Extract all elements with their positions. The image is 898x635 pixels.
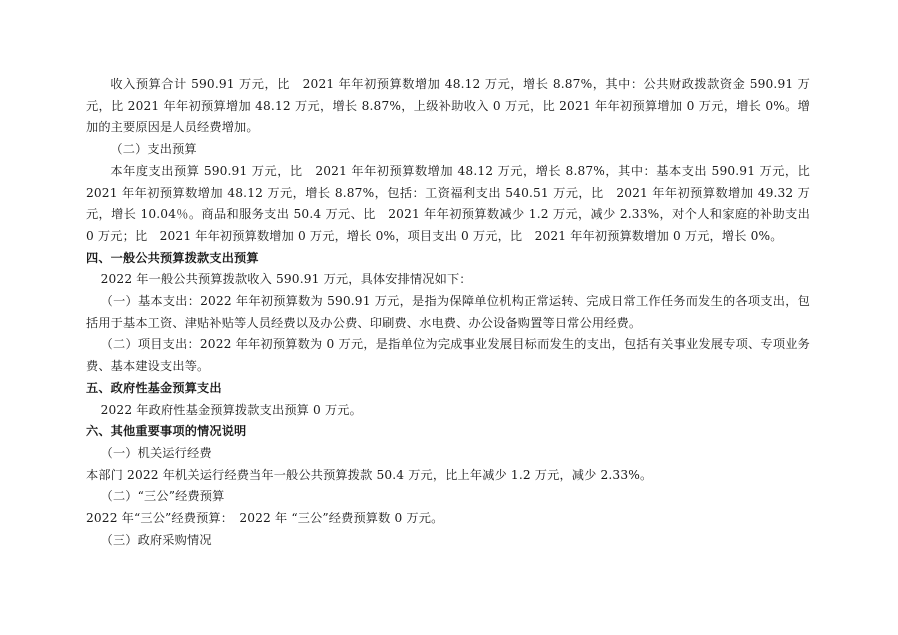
section-heading-government-fund: 五、政府性基金预算支出 [86,380,222,395]
section-heading-other-matters: 六、其他重要事项的情况说明 [86,424,247,439]
section-heading-general-budget: 四、一般公共预算拨款支出预算 [86,250,259,265]
paragraph-general-budget-income: 2022 年一般公共预算拨款收入 590.91 万元，具体安排情况如下： [100,272,472,287]
subheading-three-public-costs: （二）“三公”经费预算 [100,489,225,504]
paragraph-government-fund: 2022 年政府性基金预算拨款支出预算 0 万元。 [100,402,362,417]
paragraph-operating-costs: 本部门 2022 年机关运行经费当年一般公共预算拨款 50.4 万元，比上年减少 1.2 万元，减少 2.33%。 [86,467,653,482]
subheading-expenditure-budget: （二）支出预算 [110,142,197,157]
paragraph-basic-expenditure: （一）基本支出：2022 年年初预算数为 590.91 万元，是指为保障单位机构正常运转、完成日常工作任务而发生的各项支出，包括用于基本工资、津贴补贴等人员经费以及办公费、印刷费、水电费、办公设备购置等日常公用经费。 [86,294,810,330]
document-body [86,74,823,551]
paragraph-three-public-costs: 2022 年“三公”经费预算： 2022 年 “三公”经费预算数 0 万元。 [86,511,444,526]
paragraph-income-budget: 收入预算合计 590.91 万元，比 2021 年年初预算数增加 48.12 万元，增长 8.87%，其中：公共财政拨款资金 590.91 万元，比 2021 年年初预算增加 48.12 万元，增长 8.87%，上级补助收入 0 万元，比 2021 年年初预算增加 0 万元，增长 0%。增加的主要原因是人员经费增加。 [86,77,810,135]
paragraph-project-expenditure: （二）项目支出：2022 年年初预算数为 0 万元，是指单位为完成事业发展目标而发生的支出，包括有关事业发展专项、专项业务费、基本建设支出等。 [86,337,810,374]
subheading-government-procurement: （三）政府采购情况 [100,532,212,547]
paragraph-expenditure-budget: 本年度支出预算 590.91 万元，比 2021 年年初预算数增加 48.12 万元，增长 8.87%，其中：基本支出 590.91 万元，比 2021 年年初预算数增加 48.12 万元，增长 8.87%，包括：工资福利支出 540.51 万元，比 2021 年年初预算数增加 49.32 万元，增长 10.04％。商品和服务支出 50.4 万元、比 2021 年年初预算数减少 1.2 万元，减少 2.33%，对个人和家庭的补助支出 0 万元；比 2021 年年初预算数增加 0 万元，增长 0%，项目支出 0 万元，比 2021 年年初预算数增加 0 万元，增长 0%。 [86,163,823,243]
subheading-operating-costs: （一）机关运行经费 [100,445,212,460]
